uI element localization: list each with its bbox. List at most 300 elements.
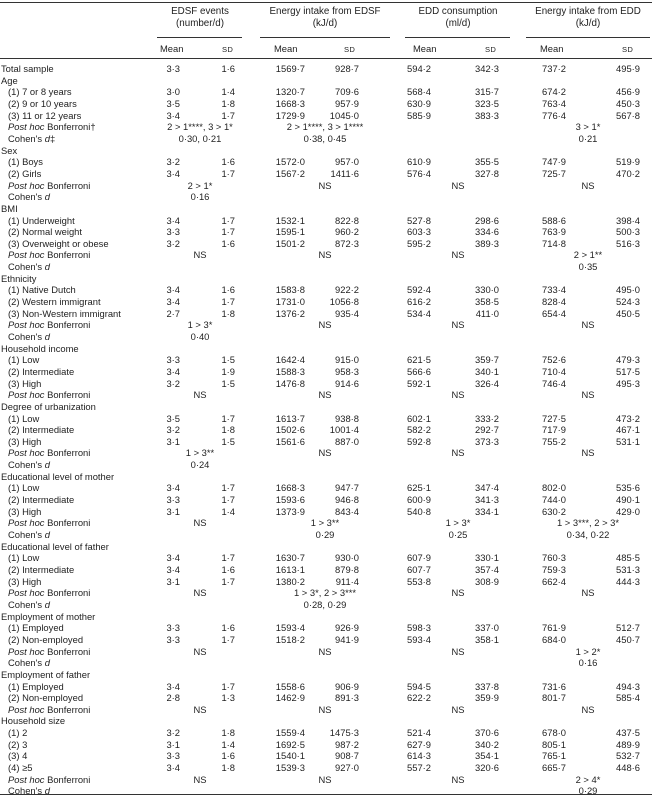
stat-row-label: Post hoc Bonferroni (8, 645, 91, 657)
table-cell: 752·6 (542, 354, 566, 366)
subheader-sd: SD (485, 45, 497, 54)
table-cell: 3·2 (166, 727, 180, 739)
table-cell: 411·0 (475, 307, 499, 319)
stat-cell: 1 > 3* (445, 517, 471, 529)
stat-cell: NS (193, 389, 207, 401)
stat-cell: 0·21 (578, 132, 598, 144)
table-cell: 759·3 (542, 564, 566, 575)
table-cell: 1532·1 (275, 214, 305, 226)
stat-row-label: Cohen's d (8, 191, 50, 203)
table-cell: 911·4 (335, 575, 359, 587)
table-cell: 398·4 (616, 214, 640, 226)
stat-cell: NS (193, 517, 207, 529)
table-cell: 614·3 (407, 750, 431, 762)
table-cell: 710·4 (542, 365, 566, 377)
table-cell: 485·5 (616, 552, 640, 564)
table-cell: 760·3 (542, 552, 566, 564)
stat-cell: 1 > 3* (187, 319, 213, 331)
table-cell: 519·9 (616, 156, 640, 168)
table-cell: 598·3 (407, 622, 431, 634)
table-cell: 308·9 (475, 575, 499, 587)
table-cell: 927·0 (335, 762, 359, 773)
section-heading: Employment of mother (1, 610, 96, 622)
table-cell: 3·2 (166, 424, 180, 436)
stat-row-label: Cohen's d (8, 785, 50, 797)
table-cell: 737·2 (542, 63, 566, 74)
table-cell: 320·6 (475, 762, 499, 773)
header-energy-edd-line1: Energy intake from EDD (535, 6, 641, 17)
stat-cell: NS (581, 447, 595, 459)
table-cell: 456·9 (616, 86, 640, 98)
table-cell: 941·9 (335, 633, 359, 645)
table-cell: 450·5 (616, 307, 640, 319)
table-cell: 1376·2 (275, 307, 305, 319)
table-cell: 1595·1 (275, 226, 305, 238)
table-cell: 1·7 (221, 167, 235, 179)
subheader-mean: Mean (540, 43, 564, 54)
subheader-sd: SD (222, 45, 234, 54)
row-label: (1) Low (8, 552, 40, 564)
table-cell: 654·4 (542, 307, 566, 319)
table-cell: 1056·8 (329, 296, 359, 307)
table-cell: 930·0 (335, 552, 359, 564)
table-cell: 938·8 (335, 412, 359, 424)
table-cell: 337·8 (475, 680, 499, 692)
stat-cell: 0·29 (315, 529, 335, 540)
stat-cell: NS (581, 179, 595, 191)
table-cell: 531·1 (616, 435, 640, 447)
stat-cell: NS (451, 389, 465, 401)
table-cell: 665·7 (542, 762, 566, 773)
section-heading: Degree of urbanization (1, 400, 96, 412)
group-rule-edsf-events (157, 37, 242, 38)
table-cell: 957·0 (335, 156, 359, 168)
row-label: (1) Employed (8, 680, 64, 692)
table-cell: 1569·7 (275, 63, 305, 74)
table-cell: 1·7 (221, 680, 235, 692)
table-cell: 370·6 (475, 727, 499, 739)
table-cell: 1593·4 (275, 622, 305, 634)
table-cell: 341·3 (475, 494, 499, 506)
row-label: (1) Native Dutch (8, 284, 76, 296)
table-cell: 585·4 (616, 692, 640, 704)
table-cell: 1518·2 (275, 633, 305, 645)
table-cell: 3·3 (166, 622, 180, 634)
row-label: (1) Underweight (8, 214, 75, 226)
section-heading: Sex (1, 144, 18, 156)
stat-cell: NS (451, 319, 465, 331)
table-cell: 947·7 (335, 482, 359, 494)
stat-cell: 0·34, 0·22 (566, 529, 610, 540)
stat-cell: 0·16 (190, 191, 210, 203)
table-cell: 524·3 (616, 296, 640, 307)
table-cell: 3·1 (166, 505, 180, 517)
row-label: (2) Non-employed (8, 692, 84, 704)
group-rule-edd (405, 37, 510, 38)
table-cell: 1593·6 (275, 494, 305, 506)
stat-row-label: Cohen's d‡ (8, 132, 56, 144)
table-cell: 494·3 (616, 680, 640, 692)
table-cell: 1462·9 (275, 692, 305, 704)
table-cell: 725·7 (542, 167, 566, 179)
table-cell: 1·9 (221, 365, 235, 377)
table-cell: 879·8 (335, 564, 359, 575)
table-cell: 887·0 (335, 435, 359, 447)
row-label: (1) 7 or 8 years (8, 86, 72, 98)
table-cell: 437·5 (616, 727, 640, 739)
table-cell: 3·4 (166, 564, 180, 575)
stat-cell: NS (581, 703, 595, 715)
table-cell: 3·1 (166, 738, 180, 750)
table-cell: 292·7 (475, 424, 499, 436)
table-cell: 3·4 (166, 762, 180, 773)
table-cell: 1·7 (221, 494, 235, 506)
stat-row-label: Cohen's d (8, 598, 50, 610)
table-cell: 763·9 (542, 226, 566, 238)
stat-row-label: Cohen's d (8, 657, 50, 669)
table-cell: 429·0 (616, 505, 640, 517)
table-cell: 517·5 (616, 365, 640, 377)
row-label: (2) Intermediate (8, 564, 75, 575)
table-cell: 3·4 (166, 214, 180, 226)
table-cell: 315·7 (475, 86, 499, 98)
table-cell: 607·9 (407, 552, 431, 564)
table-cell: 958·3 (335, 365, 359, 377)
table-cell: 1411·6 (330, 167, 359, 179)
table-cell: 1567·2 (275, 167, 305, 179)
table-cell: 527·8 (407, 214, 431, 226)
stat-cell: 2 > 4* (575, 773, 601, 785)
table-cell: 1·6 (221, 237, 235, 249)
table-cell: 3·4 (166, 552, 180, 564)
table-cell: 1692·5 (275, 738, 305, 750)
table-cell: 330·0 (475, 284, 499, 296)
stat-cell: NS (451, 645, 465, 657)
stat-row-label: Post hoc Bonferroni (8, 703, 91, 715)
stat-cell: NS (193, 703, 207, 715)
table-cell: 678·0 (542, 727, 566, 739)
table-cell: 622·2 (407, 692, 431, 704)
table-cell: 3·3 (166, 633, 180, 645)
header-energy-edsf-line2: (kJ/d) (312, 18, 338, 29)
table-cell: 763·4 (542, 98, 566, 109)
section-heading: Ethnicity (1, 272, 37, 284)
table-cell: 822·8 (335, 214, 359, 226)
stat-cell: NS (318, 319, 332, 331)
table-cell: 1·6 (221, 63, 235, 74)
table-cell: 1476·8 (275, 377, 305, 389)
section-heading: Educational level of father (1, 540, 109, 552)
table-cell: 1·7 (221, 482, 235, 494)
table-cell: 1540·1 (275, 750, 305, 762)
table-cell: 744·0 (542, 494, 566, 506)
table-cell: 776·4 (542, 109, 566, 121)
subheader-mean: Mean (160, 43, 184, 54)
stat-cell: 0·35 (578, 261, 598, 273)
table-cell: 337·0 (475, 622, 499, 634)
table-cell: 1·7 (221, 296, 235, 307)
table-cell: 801·7 (542, 692, 566, 704)
row-label: (2) 3 (8, 738, 28, 750)
table-cell: 448·6 (616, 762, 640, 773)
stat-cell: 0·16 (578, 657, 598, 669)
stat-row-label: Post hoc Bonferroni (8, 447, 91, 459)
table-cell: 957·9 (335, 98, 359, 109)
stat-cell: NS (193, 773, 207, 785)
table-cell: 935·4 (335, 307, 359, 319)
table-cell: 3·4 (166, 482, 180, 494)
stat-row-label: Post hoc Bonferroni (8, 179, 91, 191)
table-cell: 323·5 (475, 98, 499, 109)
table-cell: 334·1 (475, 505, 499, 517)
stat-cell: NS (451, 587, 465, 599)
stat-row-label: Post hoc Bonferroni (8, 319, 91, 331)
table-cell: 1613·7 (275, 412, 305, 424)
header-energy-edd-line2: (kJ/d) (575, 18, 601, 29)
table-cell: 746·4 (542, 377, 566, 389)
table-cell: 1·6 (221, 284, 235, 296)
stat-cell: 1 > 3*, 2 > 3*** (293, 587, 357, 599)
stat-row-label: Post hoc Bonferroni (8, 249, 91, 261)
stat-cell: NS (451, 773, 465, 785)
table-cell: 3·1 (166, 435, 180, 447)
stat-row-label: Post hoc Bonferroni (8, 587, 91, 599)
table-cell: 960·2 (335, 226, 359, 238)
table-cell: 1001·4 (329, 424, 359, 436)
table-cell: 512·7 (616, 622, 640, 634)
table-cell: 495·3 (616, 377, 640, 389)
table-cell: 627·9 (407, 738, 431, 750)
table-cell: 1668·3 (275, 482, 305, 494)
table-cell: 1·8 (221, 727, 235, 739)
subheader-mean: Mean (274, 43, 298, 54)
table-cell: 1·3 (221, 692, 235, 704)
table-cell: 479·3 (616, 354, 640, 366)
stat-cell: NS (318, 249, 332, 261)
header-edsf-events-line2: (number/d) (176, 18, 224, 29)
row-label: (2) Western immigrant (8, 296, 101, 307)
table-cell: 603·3 (407, 226, 431, 238)
table-cell: 2·8 (166, 692, 180, 704)
row-label: (2) 9 or 10 years (8, 98, 77, 109)
table-cell: 594·2 (407, 63, 431, 74)
table-cell: 3·5 (166, 412, 180, 424)
header-edd-line1: EDD consumption (418, 6, 498, 17)
section-heading: Household income (1, 342, 79, 354)
table-cell: 1·5 (221, 377, 235, 389)
table-cell: 3·4 (166, 167, 180, 179)
table-cell: 1·7 (221, 109, 235, 121)
table-cell: 765·1 (542, 750, 566, 762)
table-cell: 1501·2 (275, 237, 305, 249)
table-cell: 330·1 (475, 552, 499, 564)
table-cell: 532·7 (616, 750, 640, 762)
table-cell: 1·6 (221, 156, 235, 168)
table-cell: 359·9 (475, 692, 499, 704)
stat-cell: NS (581, 389, 595, 401)
row-label: (3) High (8, 377, 42, 389)
table-cell: 1·4 (221, 86, 235, 98)
stat-cell: 3 > 1* (575, 121, 601, 133)
table-cell: 630·2 (542, 505, 566, 517)
table-cell: 334·6 (475, 226, 499, 238)
section-heading: Household size (1, 715, 66, 727)
table-cell: 630·9 (407, 98, 431, 109)
table-cell: 3·3 (166, 226, 180, 238)
stat-row-label: Cohen's d (8, 529, 50, 540)
row-label: (3) 4 (8, 750, 28, 762)
table-cell: 1·7 (221, 552, 235, 564)
table-cell: 761·9 (542, 622, 566, 634)
stat-cell: 2 > 1** (573, 249, 603, 261)
table-cell: 908·7 (335, 750, 359, 762)
table-cell: 3·4 (166, 365, 180, 377)
table-cell: 915·0 (335, 354, 359, 366)
table-cell: 3·0 (166, 86, 180, 98)
row-label: (2) Girls (8, 167, 42, 179)
table-cell: 1668·3 (275, 98, 305, 109)
table-cell: 3·4 (166, 296, 180, 307)
table-cell: 3·2 (166, 156, 180, 168)
table-cell: 607·7 (407, 564, 431, 575)
stat-cell: NS (318, 447, 332, 459)
row-label: (3) High (8, 575, 42, 587)
table-cell: 444·3 (616, 575, 640, 587)
table-cell: 1729·9 (275, 109, 305, 121)
table-cell: 714·8 (542, 237, 566, 249)
subheader-mean: Mean (413, 43, 437, 54)
table-cell: 828·4 (542, 296, 566, 307)
row-label: (3) High (8, 505, 42, 517)
table-cell: 1·8 (221, 307, 235, 319)
row-label: (3) High (8, 435, 42, 447)
stat-cell: 0·25 (448, 529, 468, 540)
header-rule (0, 58, 652, 59)
table-cell: 926·9 (335, 622, 359, 634)
subheader-sd: SD (344, 45, 356, 54)
stat-cell: NS (451, 703, 465, 715)
row-label: (2) Intermediate (8, 424, 75, 436)
table-cell: 1559·4 (275, 727, 305, 739)
table-cell: 1502·6 (275, 424, 305, 436)
table-cell: 1·7 (221, 412, 235, 424)
table-cell: 1·4 (221, 505, 235, 517)
stat-cell: 1 > 2* (575, 645, 601, 657)
table-cell: 802·0 (542, 482, 566, 494)
table-cell: 843·4 (335, 505, 359, 517)
table-cell: 1·7 (221, 575, 235, 587)
table-cell: 1320·7 (275, 86, 305, 98)
table-cell: 327·8 (475, 167, 499, 179)
stat-cell: NS (318, 703, 332, 715)
table-cell: 914·6 (335, 377, 359, 389)
row-label: (1) 2 (8, 727, 28, 739)
stat-cell: 0·40 (190, 330, 210, 342)
table-cell: 383·3 (475, 109, 499, 121)
row-label: (3) Non-Western immigrant (8, 307, 121, 319)
row-label: (1) Low (8, 412, 40, 424)
table-cell: 906·9 (335, 680, 359, 692)
table-cell: 1·6 (221, 564, 235, 575)
stat-cell: NS (193, 249, 207, 261)
table-cell: 359·7 (475, 354, 499, 366)
row-label: (1) Low (8, 482, 40, 494)
stat-cell: NS (581, 587, 595, 599)
table-cell: 3·4 (166, 680, 180, 692)
table-cell: 531·3 (616, 564, 640, 575)
table-cell: 891·3 (335, 692, 359, 704)
stat-cell: NS (193, 645, 207, 657)
table-cell: 3·2 (166, 377, 180, 389)
row-label: (2) Intermediate (8, 365, 75, 377)
table-cell: 489·9 (616, 738, 640, 750)
bottom-rule (0, 794, 652, 795)
table-cell: 1588·3 (275, 365, 305, 377)
table-cell: 450·3 (616, 98, 640, 109)
table-cell: 557·2 (407, 762, 431, 773)
table-cell: 495·9 (616, 63, 640, 74)
stat-cell: NS (318, 645, 332, 657)
table-cell: 709·6 (335, 86, 359, 98)
table-cell: 342·3 (475, 63, 499, 74)
table-cell: 684·0 (542, 633, 566, 645)
table-cell: 1·8 (221, 424, 235, 436)
table-cell: 593·4 (407, 633, 431, 645)
stat-cell: NS (451, 179, 465, 191)
table-cell: 521·4 (407, 727, 431, 739)
table-cell: 600·9 (407, 494, 431, 506)
table-cell: 373·3 (475, 435, 499, 447)
table-cell: 946·8 (335, 494, 359, 506)
stat-cell: 2 > 1****, 3 > 1* (167, 121, 233, 133)
table-cell: 298·6 (475, 214, 499, 226)
section-heading: Educational level of mother (1, 470, 115, 482)
table-cell: 592·8 (407, 435, 431, 447)
table-cell: 3·3 (166, 63, 180, 74)
table-cell: 1539·3 (275, 762, 305, 773)
stat-cell: 2 > 1* (187, 179, 213, 191)
table-cell: 357·4 (475, 564, 499, 575)
table-cell: 340·2 (475, 738, 499, 750)
stat-cell: 1 > 3** (185, 447, 215, 459)
row-label: (4) ≥5 (8, 762, 33, 773)
table-cell: 333·2 (475, 412, 499, 424)
table-cell: 326·4 (475, 377, 499, 389)
table-cell: 3·4 (166, 284, 180, 296)
subheader-sd: SD (622, 45, 634, 54)
table-cell: 566·6 (407, 365, 431, 377)
table-cell: 347·4 (475, 482, 499, 494)
table-cell: 595·2 (407, 237, 431, 249)
table-cell: 1561·6 (275, 435, 305, 447)
table-cell: 1·8 (221, 98, 235, 109)
stat-cell: NS (318, 773, 332, 785)
table-cell: 928·7 (335, 63, 359, 74)
stat-cell: NS (451, 447, 465, 459)
table-cell: 540·8 (407, 505, 431, 517)
table-cell: 987·2 (335, 738, 359, 750)
table-cell: 585·9 (407, 109, 431, 121)
row-label: (1) Low (8, 354, 40, 366)
stat-cell: 0·24 (190, 459, 210, 471)
table-cell: 3·4 (166, 109, 180, 121)
table-cell: 1558·6 (275, 680, 305, 692)
row-label: (2) Intermediate (8, 494, 75, 506)
table-cell: 535·6 (616, 482, 640, 494)
stat-cell: 0·28, 0·29 (303, 598, 347, 610)
table-cell: 567·8 (616, 109, 640, 121)
table-cell: 1·8 (221, 762, 235, 773)
